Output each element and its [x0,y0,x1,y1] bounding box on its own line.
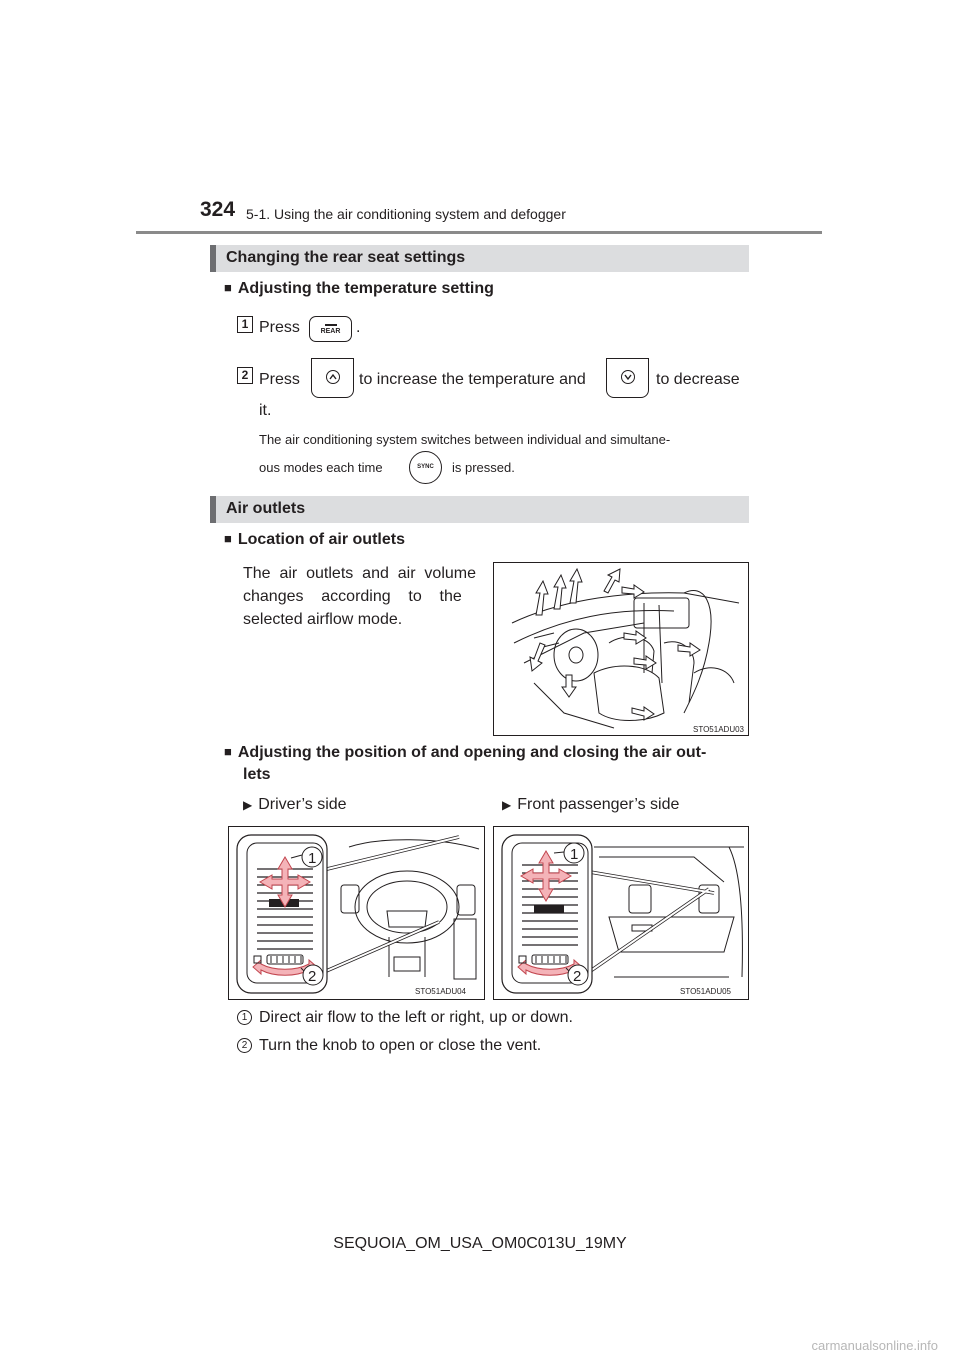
side-label-text: Driver’s side [258,796,347,813]
step-1-press: Press [259,319,300,336]
section-heading-rear-seat [210,245,749,272]
black-square-icon: ■ [224,744,232,759]
item-1-text: Direct air flow to the left or right, up or down. [259,1009,573,1026]
location-text-line: The air outlets and air volume [243,565,476,582]
sync-note-line-1: The air conditioning system switches between individual and simultane- [259,432,671,447]
rear-button-label: REAR [320,328,341,335]
location-text-line: selected airflow mode. [243,611,403,628]
temperature-up-button[interactable] [311,358,354,398]
sync-button-label: SYNC [417,464,434,470]
chevron-up-icon [325,369,341,385]
figure-code: STO51ADU04 [415,987,466,996]
page-number: 324 [200,198,236,221]
cabin-illustration [494,563,749,736]
step-2-press: Press [259,371,300,388]
sync-note-pre: ous modes each time [259,460,383,475]
location-text-line: changes according to the [243,588,462,605]
watermark: carmanualsonline.info [811,1338,938,1353]
driver-side-label [243,796,347,814]
callout-1: 1 [570,846,579,863]
location-description [243,562,480,631]
subheading-adjusting [224,744,754,762]
side-label-text: Front passenger’s side [517,796,680,813]
callout-2: 2 [308,968,317,985]
black-square-icon: ■ [224,531,232,546]
step-2-mid: to increase the temperature and [359,371,586,388]
subheading-text: Location of air outlets [237,531,405,548]
step-2-badge: 2 [237,367,253,384]
subheading-text: Adjusting the position of and opening and closing the air out- [237,744,707,761]
figure-code: STO51ADU05 [680,987,731,996]
item-2-number: 2 [237,1038,252,1053]
running-header: 5-1. Using the air conditioning system and defogger [246,206,566,222]
figure-code: STO51ADU03 [693,725,744,734]
section-title: Changing the rear seat settings [226,249,466,266]
subheading-location [224,531,405,549]
callout-1: 1 [308,850,317,867]
passenger-vent-illustration [494,827,749,1000]
callout-2: 2 [573,968,582,985]
subheading-text: Adjusting the temperature setting [237,280,494,297]
driver-vent-illustration [229,827,485,1000]
temperature-down-button[interactable] [606,358,649,398]
figure-passenger-vent [493,826,749,1000]
black-square-icon: ■ [224,280,232,295]
step-1-end: . [356,319,361,336]
chevron-down-icon [620,369,636,385]
rear-button[interactable] [309,316,352,342]
section-heading-air-outlets [210,496,749,523]
right-triangle-icon: ▶ [502,798,512,812]
figure-cabin-outlets [493,562,749,736]
item-1-number: 1 [237,1010,252,1025]
item-2-text: Turn the knob to open or close the vent. [259,1037,542,1054]
passenger-side-label [502,796,679,814]
subheading-adjusting-cont: lets [243,766,271,783]
figure-driver-vent [228,826,485,1000]
section-title: Air outlets [226,500,306,517]
step-2-end: to decrease [656,371,740,388]
step-2-cont: it. [259,402,272,419]
subheading-temperature [224,280,494,298]
sync-note-post: is pressed. [452,460,515,475]
header-rule [136,231,822,234]
sync-button[interactable] [409,451,442,484]
document-code-footer: SEQUOIA_OM_USA_OM0C013U_19MY [333,1235,627,1252]
step-1-badge: 1 [237,316,253,333]
right-triangle-icon: ▶ [243,798,253,812]
